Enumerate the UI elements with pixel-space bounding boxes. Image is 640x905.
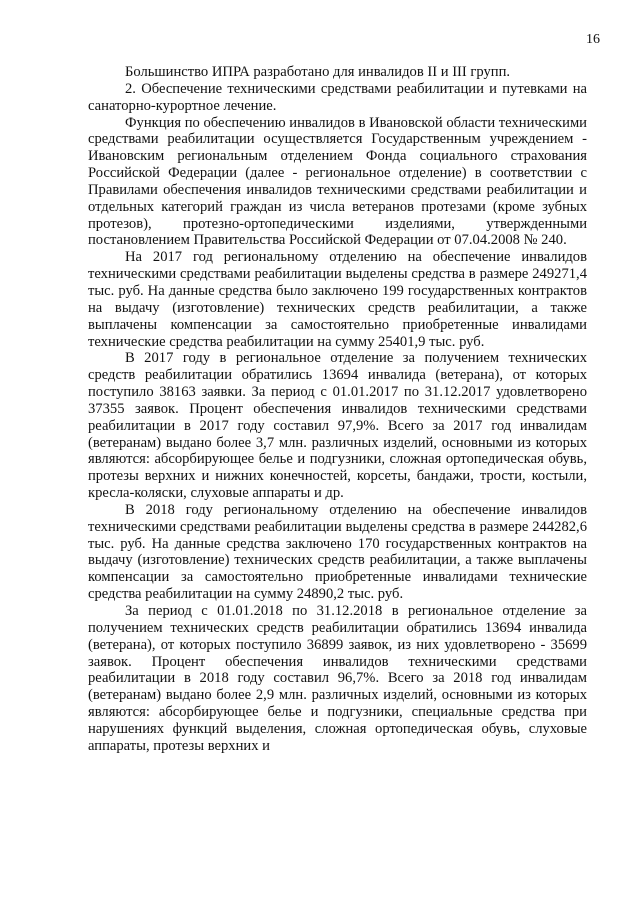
paragraph-funding-2018: В 2018 году региональному отделению на обеспечение инвалидов техническими средствами реабилитации выделены средства в размере 244282,6 тыс. руб. На данные средства заключено 170 государственных контрактов на выдачу (изготовление) технических средств реабилитации, а также выплачены компенсации за самостоятельно приобретенные инвалидами технические средства реабилитации на сумму 24890,2 тыс. руб. — [88, 501, 587, 603]
paragraph-requests-2017: В 2017 году в региональное отделение за получением технических средств реабилитации обратились 13694 инвалида (ветерана), от которых поступило 38163 заявки. За период с 01.01.2017 по 31.12.2017 удовлетворено 37355 заявок. Процент обеспечения инвалидов техническими средствами реабилитации в 2017 году составил 97,9%. Всего за 2017 год инвалидам (ветеранам) выдано более 3,7 млн. различных изделий, основными из которых являются: абсорбирующее белье и подгузники, сложная ортопедическая обувь, протезы верхних и нижних конечностей, корсеты, бандажи, трости, костыли, кресла-коляски, слуховые аппараты и др. — [88, 350, 587, 502]
paragraph-requests-2018: За период с 01.01.2018 по 31.12.2018 в региональное отделение за получением технических средств реабилитации обратились 13694 инвалида (ветерана), от которых поступило 36899 заявок, из них удовлетворено - 35699 заявок. Процент обеспечения инвалидов техническими средствами реабилитации в 2018 году составил 96,7%. Всего за 2018 год инвалидам (ветеранам) выдано более 2,9 млн. различных изделий, основными из которых являются: абсорбирующее белье и подгузники, специальные средства при нарушениях функций выделения, сложная ортопедическая обувь, слуховые аппараты, протезы верхних и — [88, 603, 587, 754]
page-number: 16 — [586, 32, 600, 47]
paragraph-function-description: Функция по обеспечению инвалидов в Ивановской области техническими средствами реабилитации осуществляется Государственным учреждением - Ивановским региональным отделением Фонда социального страхования Российской Федерации (далее - региональное отделение) в соответствии с Правилами обеспечения инвалидов техническими средствами реабилитации и отдельных категорий граждан из числа ветеранов протезами (кроме зубных протезов), протезно-ортопедическими изделиями, утвержденными постановлением Правительства Российской Федерации от 07.04.2008 № 240. — [88, 114, 587, 249]
document-body — [88, 64, 587, 755]
paragraph-funding-2017: На 2017 год региональному отделению на обеспечение инвалидов техническими средствами реабилитации выделены средства в размере 249271,4 тыс. руб. На данные средства было заключено 199 государственных контрактов на выдачу (изготовление) технических средств реабилитации, а также выплачены компенсации за самостоятельно приобретенные инвалидами технические средства реабилитации на сумму 25401,9 тыс. руб. — [88, 249, 587, 350]
paragraph-ipra-summary: Большинство ИПРА разработано для инвалидов II и III групп. — [125, 64, 511, 80]
paragraph-section-heading: 2. Обеспечение техническими средствами реабилитации и путевками на санаторно-курортное лечение. — [88, 80, 587, 114]
